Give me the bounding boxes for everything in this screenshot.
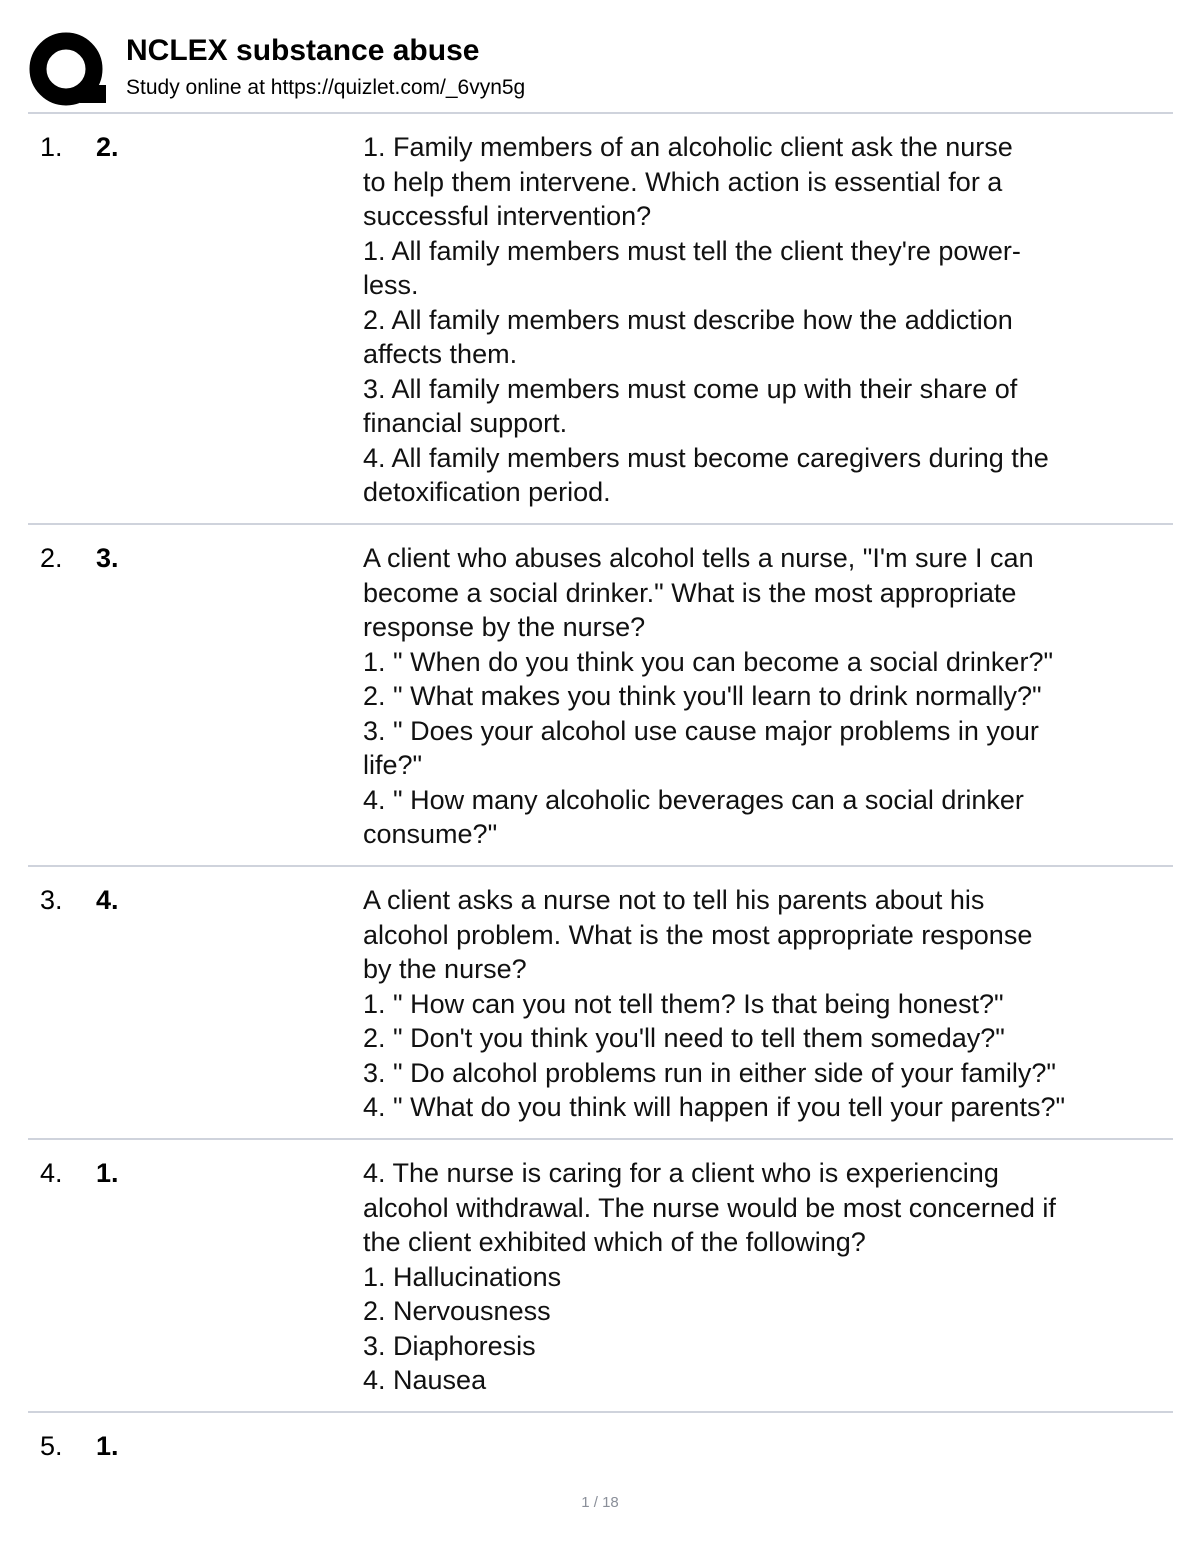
question-line: 3. " Does your alcohol use cause major problems in your — [363, 715, 1039, 746]
question-line: 2. All family members must describe how the addiction — [363, 304, 1013, 335]
question-line: 1. " How can you not tell them? Is that being honest?" — [363, 988, 1004, 1019]
question-line: alcohol withdrawal. The nurse would be most concerned if — [363, 1192, 1056, 1223]
flashcard-row — [28, 867, 1173, 1140]
question-line: 4. Nausea — [363, 1365, 487, 1395]
question-line: become a social drinker." What is the most appropriate — [363, 577, 1017, 608]
question-line: 1. " When do you think you can become a social drinker?" — [363, 646, 1054, 677]
question-line: 2. Nervousness — [363, 1296, 551, 1326]
card-number: 2. — [40, 543, 63, 573]
question-line: 2. " What makes you think you'll learn to drink normally?" — [363, 681, 1042, 711]
question-line: 1. All family members must tell the client they're power- — [363, 235, 1021, 266]
card-answer: 4. — [96, 885, 119, 915]
quizlet-q-logo-icon — [28, 31, 108, 111]
question-line: 2. " Don't you think you'll need to tell them someday?" — [363, 1023, 1005, 1053]
flashcard-row — [28, 1413, 1173, 1483]
flashcard-row — [28, 114, 1173, 525]
question-line: financial support. — [363, 408, 568, 438]
document-header — [28, 28, 1173, 112]
question-line: life?" — [363, 750, 423, 780]
question-line: consume?" — [363, 819, 498, 849]
card-number: 4. — [40, 1158, 63, 1188]
question-line: by the nurse? — [363, 954, 527, 984]
question-line: successful intervention? — [363, 201, 652, 231]
question-line: to help them intervene. Which action is essential for a — [363, 166, 1003, 197]
flashcard-row — [28, 1140, 1173, 1413]
question-line: affects them. — [363, 339, 518, 369]
question-line: 1. Family members of an alcoholic client ask the nurse — [363, 132, 1013, 162]
card-number: 1. — [40, 132, 63, 162]
card-number: 5. — [40, 1431, 63, 1461]
card-number: 3. — [40, 885, 63, 915]
question-line: 3. All family members must come up with their share of — [363, 373, 1018, 404]
card-answer: 2. — [96, 132, 119, 162]
card-answer: 3. — [96, 543, 119, 573]
card-question — [363, 1156, 1163, 1398]
flashcard-row — [28, 525, 1173, 867]
question-line: 1. Hallucinations — [363, 1261, 562, 1292]
question-line: 3. Diaphoresis — [363, 1330, 536, 1361]
card-question — [363, 541, 1163, 852]
question-line: less. — [363, 270, 419, 300]
card-question — [363, 883, 1163, 1125]
question-line: alcohol problem. What is the most appropriate response — [363, 919, 1033, 950]
card-question — [363, 130, 1163, 510]
question-line: detoxification period. — [363, 477, 611, 507]
page-indicator: 1 / 18 — [581, 1494, 619, 1511]
question-line: 3. " Do alcohol problems run in either side of your family?" — [363, 1057, 1056, 1088]
question-line: the client exhibited which of the following? — [363, 1227, 866, 1257]
question-line: 4. All family members must become caregivers during the — [363, 442, 1049, 473]
document-subtitle: Study online at https://quizlet.com/_6vyn5g — [126, 76, 526, 99]
question-line: response by the nurse? — [363, 612, 646, 642]
question-line: 4. " How many alcoholic beverages can a social drinker — [363, 784, 1024, 815]
card-answer: 1. — [96, 1431, 119, 1461]
question-line: 4. The nurse is caring for a client who is experiencing — [363, 1158, 999, 1188]
question-line: A client who abuses alcohol tells a nurse, "I'm sure I can — [363, 543, 1034, 573]
document-title: NCLEX substance abuse — [126, 34, 480, 67]
question-line: A client asks a nurse not to tell his parents about his — [363, 885, 985, 915]
question-line: 4. " What do you think will happen if you tell your parents?" — [363, 1092, 1066, 1122]
header-text — [126, 32, 525, 102]
flashcard-list — [28, 114, 1173, 1483]
card-answer: 1. — [96, 1158, 119, 1188]
